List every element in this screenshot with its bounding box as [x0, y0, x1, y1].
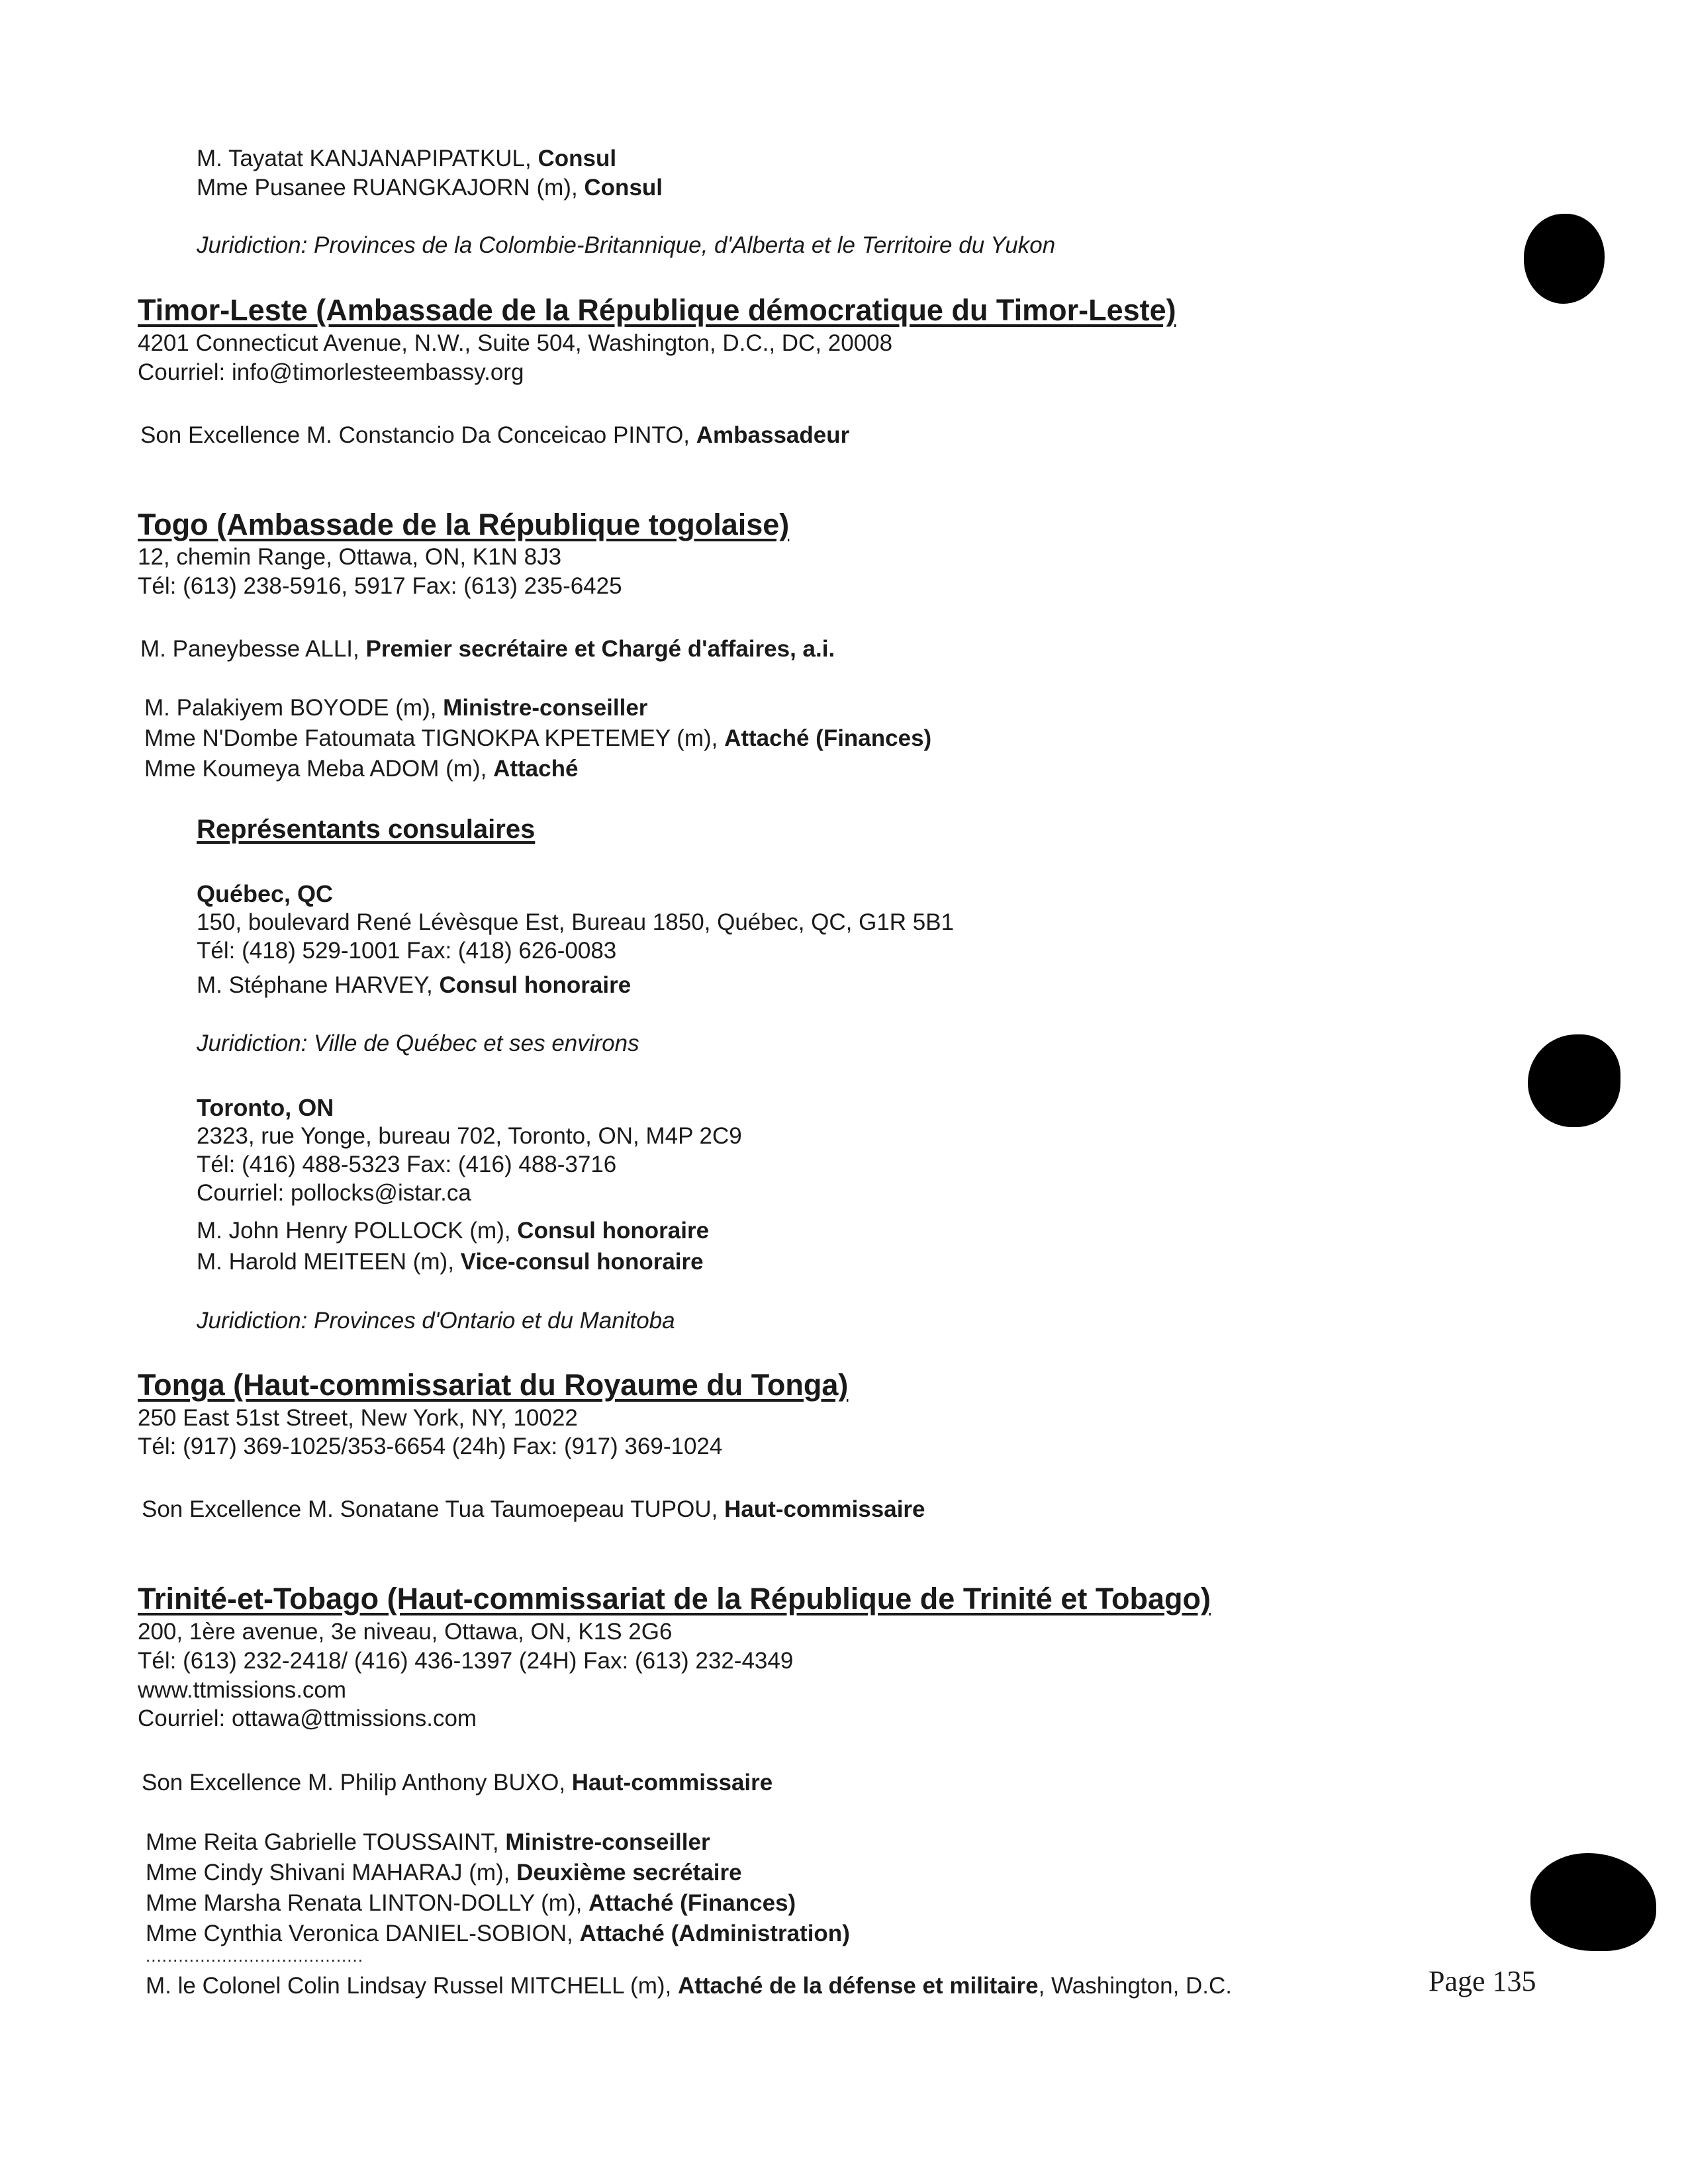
timor-address: 4201 Connecticut Avenue, N.W., Suite 504, Washington, D.C., DC, 20008 [138, 330, 893, 356]
togo-toronto-consul: M. John Henry POLLOCK (m), Consul honoraire [197, 1218, 710, 1244]
timor-ambassador: Son Excellence M. Constancio Da Conceicao PINTO, Ambassadeur [140, 422, 850, 448]
togo-staff-1: M. Palakiyem BOYODE (m), Ministre-conseiller [144, 695, 648, 721]
thai-juridiction: Juridiction: Provinces de la Colombie-Britannique, d'Alberta et le Territoire du Yukon [197, 232, 1056, 258]
togo-staff-3: Mme Koumeya Meba ADOM (m), Attaché [144, 756, 579, 782]
separator-dots: ........................................ [146, 1946, 363, 1966]
togo-staff-2: Mme N'Dombe Fatoumata TIGNOKPA KPETEMEY (m), Attaché (Finances) [144, 725, 932, 751]
togo-heading: Togo (Ambassade de la République togolaise) [138, 508, 790, 541]
togo-quebec-juridiction: Juridiction: Ville de Québec et ses environs [197, 1030, 639, 1056]
thai-consul-2: Mme Pusanee RUANGKAJORN (m), Consul [197, 175, 663, 201]
togo-toronto-viceconsul: M. Harold MEITEEN (m), Vice-consul honoraire [197, 1249, 704, 1275]
punch-hole-middle [1528, 1034, 1620, 1127]
togo-quebec-phone: Tél: (418) 529-1001 Fax: (418) 626-0083 [197, 938, 617, 964]
trinidad-email: Courriel: ottawa@ttmissions.com [138, 1706, 477, 1731]
togo-toronto-phone: Tél: (416) 488-5323 Fax: (416) 488-3716 [197, 1152, 617, 1177]
punch-hole-bottom [1530, 1853, 1656, 1951]
timor-email: Courriel: info@timorlesteembassy.org [138, 359, 524, 385]
togo-quebec-address: 150, boulevard René Lévèsque Est, Bureau 1850, Québec, QC, G1R 5B1 [197, 909, 955, 935]
timor-heading: Timor-Leste (Ambassade de la République démocratique du Timor-Leste) [138, 293, 1176, 327]
trinidad-heading: Trinité-et-Tobago (Haut-commissariat de la République de Trinité et Tobago) [138, 1582, 1211, 1615]
trinidad-military-attache: M. le Colonel Colin Lindsay Russel MITCHELL (m), Attaché de la défense et militaire, Washington, D.C. [146, 1973, 1233, 1999]
trinidad-staff-3: Mme Marsha Renata LINTON-DOLLY (m), Attaché (Finances) [146, 1890, 796, 1916]
togo-toronto-address: 2323, rue Yonge, bureau 702, Toronto, ON, M4P 2C9 [197, 1123, 742, 1149]
trinidad-address: 200, 1ère avenue, 3e niveau, Ottawa, ON, K1S 2G6 [138, 1619, 673, 1645]
page-number: Page 135 [1429, 1965, 1536, 1997]
togo-quebec-city: Québec, QC [197, 880, 334, 907]
togo-address: 12, chemin Range, Ottawa, ON, K1N 8J3 [138, 544, 562, 570]
trinidad-phone: Tél: (613) 232-2418/ (416) 436-1397 (24H) Fax: (613) 232-4349 [138, 1648, 794, 1674]
trinidad-staff-2: Mme Cindy Shivani MAHARAJ (m), Deuxième secrétaire [146, 1860, 742, 1886]
togo-toronto-juridiction: Juridiction: Provinces d'Ontario et du Manitoba [197, 1308, 675, 1334]
thai-consul-1: M. Tayatat KANJANAPIPATKUL, Consul [197, 146, 617, 171]
trinidad-website: www.ttmissions.com [138, 1677, 347, 1703]
togo-consular-heading: Représentants consulaires [197, 815, 536, 844]
trinidad-staff-4: Mme Cynthia Veronica DANIEL-SOBION, Attaché (Administration) [146, 1921, 850, 1946]
togo-phone: Tél: (613) 238-5916, 5917 Fax: (613) 235-6425 [138, 573, 622, 599]
togo-charge-affaires: M. Paneybesse ALLI, Premier secrétaire et Chargé d'affaires, a.i. [140, 636, 835, 662]
tonga-high-commissioner: Son Excellence M. Sonatane Tua Taumoepeau TUPOU, Haut-commissaire [142, 1496, 925, 1522]
togo-toronto-city: Toronto, ON [197, 1094, 334, 1121]
togo-quebec-consul: M. Stéphane HARVEY, Consul honoraire [197, 972, 632, 998]
trinidad-high-commissioner: Son Excellence M. Philip Anthony BUXO, Haut-commissaire [142, 1770, 773, 1796]
tonga-phone: Tél: (917) 369-1025/353-6654 (24h) Fax: (917) 369-1024 [138, 1433, 723, 1459]
tonga-address: 250 East 51st Street, New York, NY, 10022 [138, 1405, 578, 1431]
punch-hole-top [1524, 214, 1605, 304]
togo-toronto-email: Courriel: pollocks@istar.ca [197, 1180, 471, 1206]
trinidad-staff-1: Mme Reita Gabrielle TOUSSAINT, Ministre-conseiller [146, 1829, 710, 1855]
tonga-heading: Tonga (Haut-commissariat du Royaume du Tonga) [138, 1368, 849, 1402]
